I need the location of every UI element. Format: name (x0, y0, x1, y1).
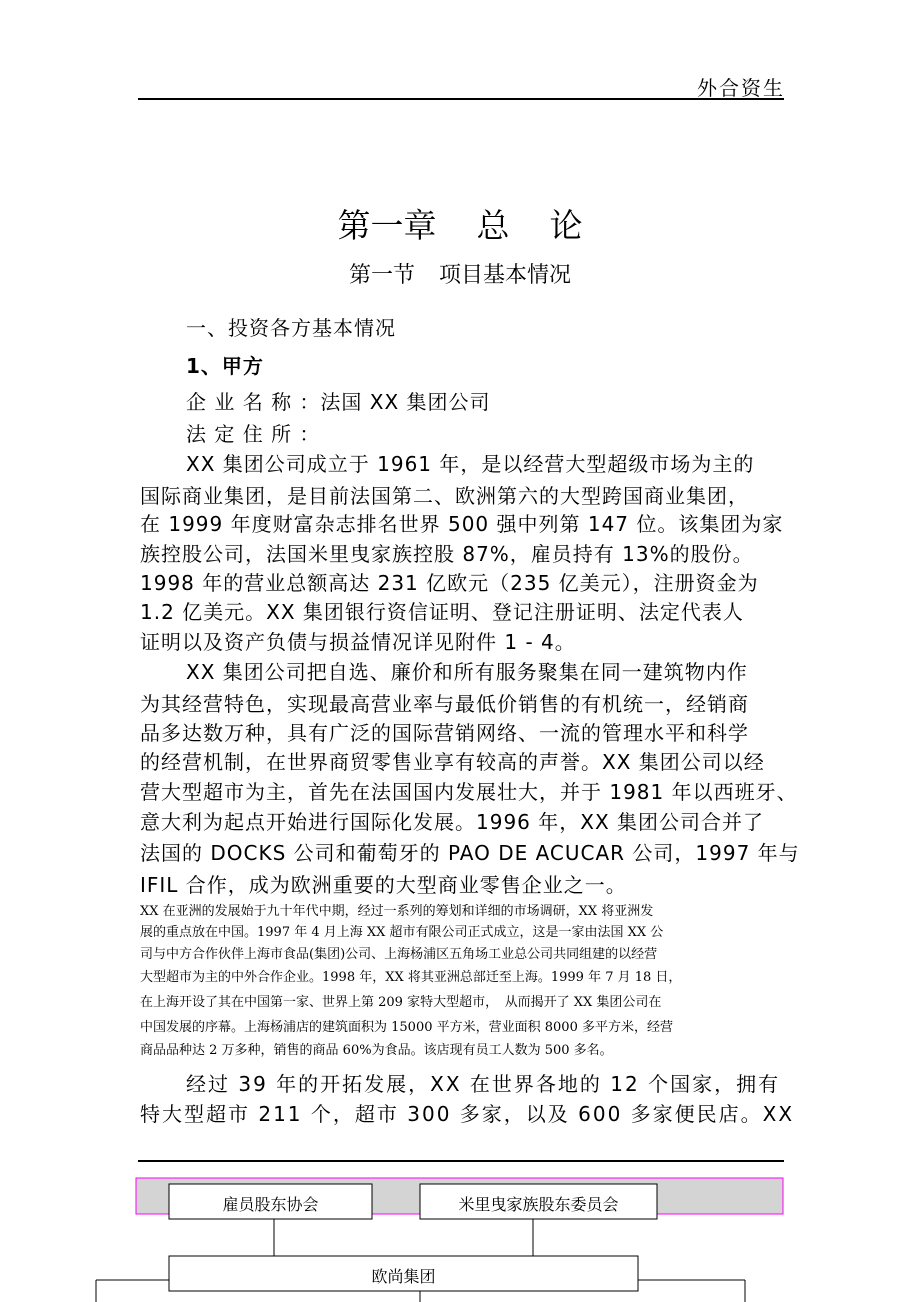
header-tag: 外合资生 (697, 76, 785, 100)
para2-line: 法国的 DOCKS 公司和葡萄牙的 PAO DE ACUCAR 公司，1997 年与 (140, 841, 800, 865)
para1-line: 1998 年的营业总额高达 231 亿欧元（235 亿美元），注册资金为 (140, 571, 759, 595)
party-heading: 1、甲方 (186, 354, 264, 378)
org-label-group: 欧尚集团 (371, 1267, 436, 1286)
para1-line: XX 集团公司成立于 1961 年，是以经营大型超级市场为主的 (186, 452, 755, 476)
para4-line: 经过 39 年的开拓发展，XX 在世界各地的 12 个国家，拥有 (186, 1072, 781, 1096)
chapter-title-char-2: 论 (549, 206, 583, 245)
para2-line: XX 集团公司把自选、廉价和所有服务聚集在同一建筑物内作 (186, 660, 748, 684)
subsection-heading: 一、投资各方基本情况 (186, 316, 396, 340)
para3-line: 在上海开设了其在中国第一家、世界上第 209 家特大型超市， 从而揭开了 XX 集团公司在 (140, 995, 662, 1010)
para4-line: 特大型超市 211 个，超市 300 多家，以及 600 多家便民店。XX (140, 1102, 795, 1126)
para3-line: 展的重点放在中国。1997 年 4 月上海 XX 超市有限公司正式成立，这是一家由法国 XX 公 (140, 925, 664, 940)
org-label-family-committee: 米里曳家族股东委员会 (458, 1195, 619, 1214)
para1-line: 在 1999 年度财富杂志排名世界 500 强中列第 147 位。该集团为家 (140, 512, 784, 536)
para2-line: 品多达数万种，具有广泛的国际营销网络、一流的管理水平和科学 (140, 721, 749, 745)
para3-line: 中国发展的序幕。上海杨浦店的建筑面积为 15000 平方米，营业面积 8000 多平方米，经营 (140, 1020, 673, 1035)
para1-line: 国际商业集团，是目前法国第二、欧洲第六的大型跨国商业集团， (140, 484, 749, 508)
para3-line: XX 在亚洲的发展始于九十年代中期，经过一系列的筹划和详细的市场调研，XX 将亚洲发 (140, 904, 654, 919)
para2-line: 的经营机制，在世界商贸零售业享有较高的声誉。XX 集团公司以经 (140, 750, 765, 774)
section-number: 第一节 (348, 263, 415, 288)
para2-line: 营大型超市为主，首先在法国国内发展壮大，并于 1981 年以西班牙、 (140, 780, 798, 804)
company-name-field: 企 业 名 称 ：法国 XX 集团公司 (186, 390, 491, 414)
para2-line: IFIL 合作，成为欧洲重要的大型商业零售企业之一。 (140, 873, 627, 897)
para3-line: 大型超市为主的中外合作企业。1998 年，XX 将其亚洲总部迁至上海。1999 年 7 月 18 日， (140, 970, 682, 985)
section-name: 项目基本情况 (439, 263, 572, 288)
para3-line: 商品品种达 2 万多种，销售的商品 60%为食品。该店现有员工人数为 500 多名。 (140, 1043, 613, 1058)
para1-line: 1.2 亿美元。XX 集团银行资信证明、登记注册证明、法定代表人 (140, 600, 744, 624)
para2-line: 意大利为起点开始进行国际化发展。1996 年，XX 集团公司合并了 (140, 810, 765, 834)
address-field: 法 定 住 所 ： (186, 422, 321, 446)
para3-line: 司与中方合作伙伴上海市食品(集团)公司、上海杨浦区五角场工业总公司共同组建的以经营 (140, 947, 658, 962)
org-label-employee-shareholders: 雇员股东协会 (222, 1195, 319, 1214)
para1-line: 证明以及资产负债与损益情况详见附件 1 - 4。 (140, 630, 576, 654)
chapter-title-char-1: 总 (476, 206, 510, 245)
para2-line: 为其经营特色，实现最高营业率与最低价销售的有机统一，经销商 (140, 692, 749, 716)
para1-line: 族控股公司，法国米里曳家族控股 87%，雇员持有 13%的股份。 (140, 542, 754, 566)
chapter-number: 第一章 (337, 206, 437, 245)
